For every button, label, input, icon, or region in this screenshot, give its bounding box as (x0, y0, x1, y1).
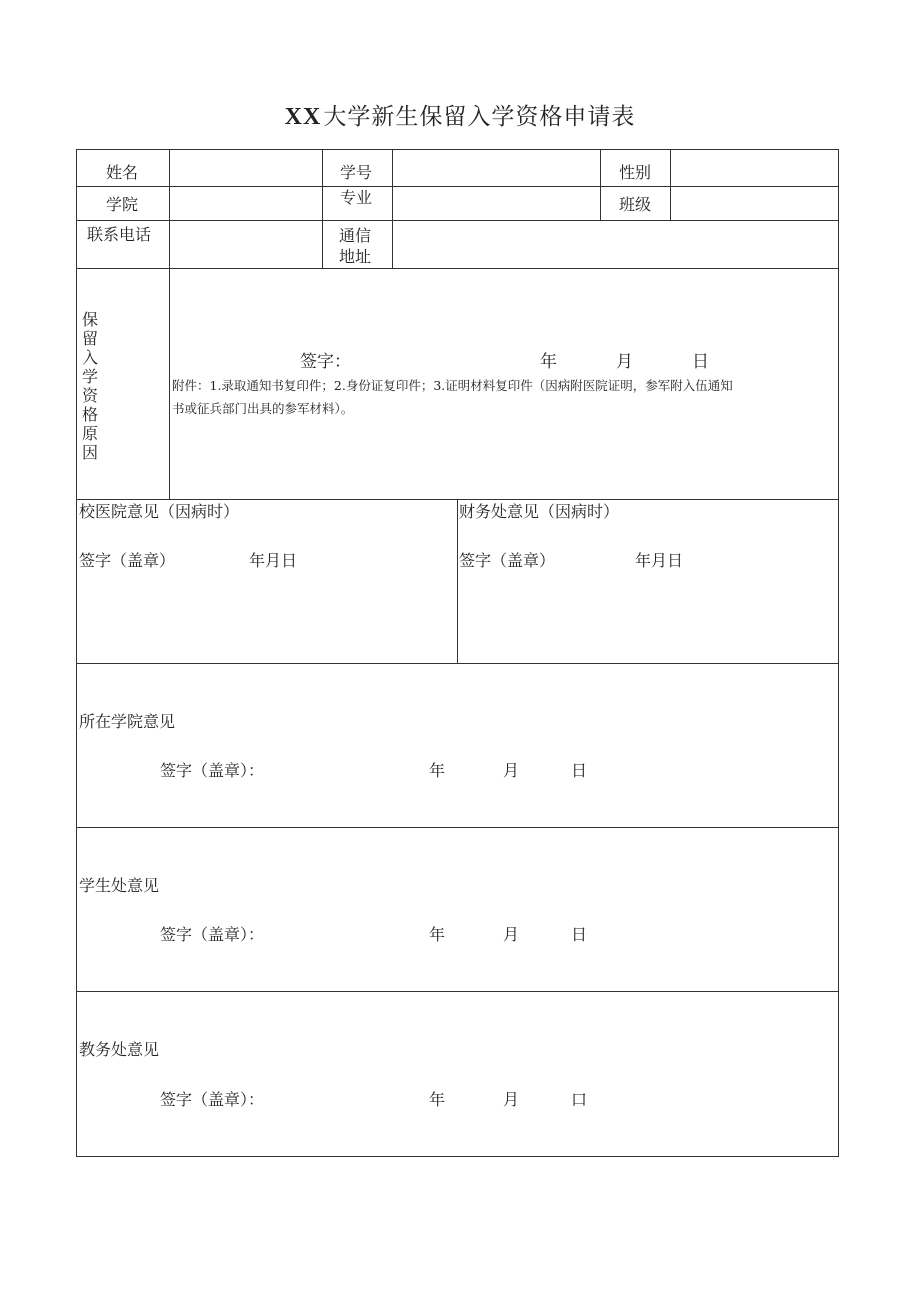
address-input[interactable] (397, 226, 834, 264)
attachment-note-line1: 附件：1.录取通知书复印件；2.身份证复印件；3.证明材料复印件（因病附医院证明，参军附入伍通知 (172, 378, 733, 393)
student-id-input[interactable] (397, 157, 596, 183)
academic-affairs-heading: 教务处意见 (79, 1040, 160, 1059)
hospital-opinion-heading: 校医院意见（因病时） (79, 502, 240, 521)
finance-opinion-heading: 财务处意见（因病时） (459, 502, 620, 521)
attachment-note-line2: 书或征兵部门出具的参军材料）。 (172, 401, 354, 416)
major-label: 专业 (340, 188, 373, 207)
student-affairs-signature-label: 签字（盖章）： (160, 925, 265, 944)
major-input[interactable] (397, 191, 596, 217)
gender-input[interactable] (675, 157, 834, 183)
student-affairs-month-label: 月 (503, 925, 520, 944)
reason-month-label: 月 (616, 352, 633, 372)
name-input[interactable] (174, 157, 318, 183)
college-input[interactable] (174, 191, 318, 217)
phone-label: 联系电话 (87, 225, 152, 244)
reason-year-label: 年 (540, 352, 557, 372)
student-affairs-year-label: 年 (429, 925, 446, 944)
college-signature-label: 签字（盖章）： (160, 761, 265, 780)
page-title (0, 98, 920, 131)
gender-label: 性别 (619, 163, 652, 182)
class-input[interactable] (675, 191, 834, 217)
academic-affairs-signature-label: 签字（盖章）： (160, 1090, 265, 1109)
phone-input[interactable] (174, 226, 318, 264)
college-day-label: 日 (571, 761, 588, 780)
hospital-signature-label: 签字（盖章） (79, 551, 176, 570)
title-prefix: XX (284, 104, 322, 130)
college-year-label: 年 (429, 761, 446, 780)
address-label: 通信地址 (339, 226, 372, 266)
reason-textarea[interactable] (176, 274, 832, 340)
class-label: 班级 (619, 195, 652, 214)
student-id-label: 学号 (340, 163, 373, 182)
student-affairs-day-label: 日 (571, 925, 588, 944)
finance-signature-label: 签字（盖章） (459, 551, 556, 570)
finance-date-label: 年月日 (635, 551, 684, 570)
academic-affairs-month-label: 月 (503, 1090, 520, 1109)
academic-affairs-day-label: 口 (571, 1090, 588, 1109)
college-opinion-heading: 所在学院意见 (79, 712, 176, 731)
college-label: 学院 (106, 195, 139, 214)
title-text: 大学新生保留入学资格申请表 (323, 104, 636, 130)
college-month-label: 月 (503, 761, 520, 780)
student-affairs-heading: 学生处意见 (79, 876, 160, 895)
name-label: 姓名 (106, 163, 139, 182)
academic-affairs-year-label: 年 (429, 1090, 446, 1109)
reason-label: 保留入学资格原因 (81, 310, 98, 462)
reason-day-label: 日 (692, 352, 709, 372)
reason-signature-label: 签字： (300, 352, 351, 372)
hospital-date-label: 年月日 (249, 551, 298, 570)
